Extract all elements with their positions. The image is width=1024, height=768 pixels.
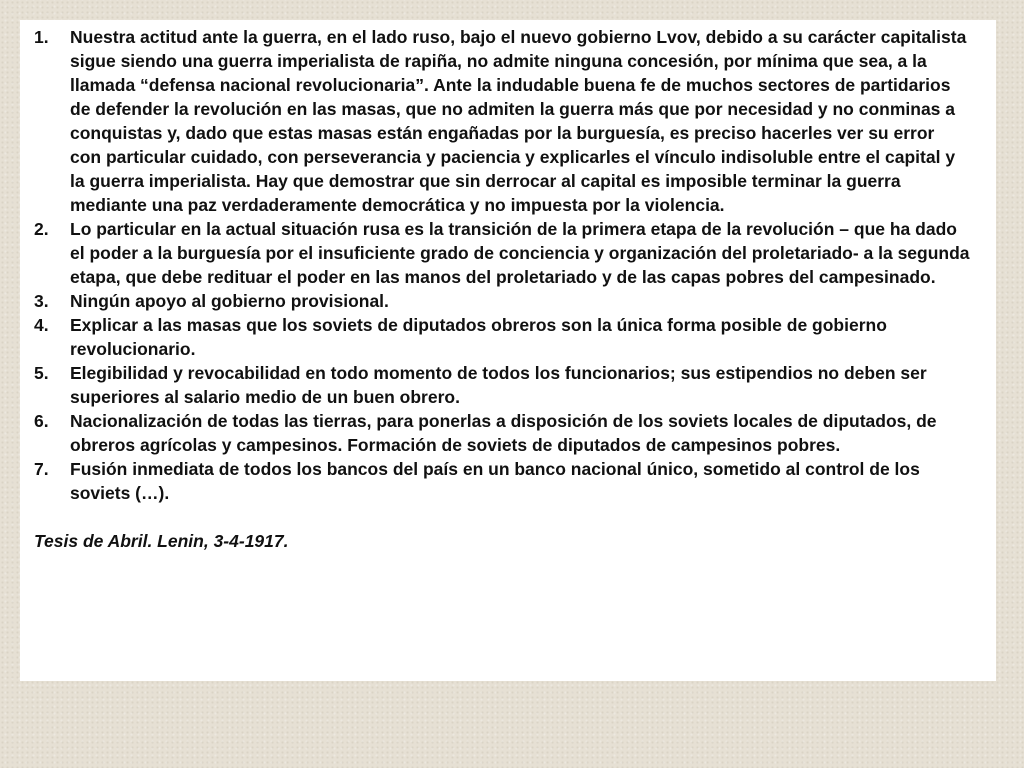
thesis-item-6: [34, 409, 970, 457]
thesis-number: 6.: [34, 411, 49, 431]
thesis-item-2: [34, 217, 970, 289]
thesis-number: 3.: [34, 291, 49, 311]
thesis-number: 7.: [34, 459, 49, 479]
thesis-number: 1.: [34, 27, 49, 47]
thesis-text: Fusión inmediata de todos los bancos del país en un banco nacional único, sometido al control de los soviets (…).: [70, 459, 920, 503]
citation: Tesis de Abril. Lenin, 3-4-1917.: [34, 531, 289, 551]
thesis-item-4: [34, 313, 970, 361]
thesis-list: [34, 25, 970, 505]
thesis-item-1: [34, 25, 970, 217]
thesis-text: Nuestra actitud ante la guerra, en el lado ruso, bajo el nuevo gobierno Lvov, debido a su carácter capitalista sigue siendo una guerra imperialista de rapiña, no admite ninguna concesión, por mínima que sea, a la llamada “defensa nacional revolucionaria”. Ante la indudable buena fe de muchos sectores de partidarios de defender la revolución en las masas, que no admiten la guerra más que por necesidad y no conminas a conquistas y, dado que estas masas están engañadas por la burguesía, es preciso hacerles ver su error con particular cuidado, con perseverancia y paciencia y explicarles el vínculo indisoluble entre el capital y la guerra imperialista. Hay que demostrar que sin derrocar al capital es imposible terminar la guerra mediante una paz verdaderamente democrática y no impuesta por la violencia.: [70, 27, 967, 215]
document-panel: [20, 20, 996, 681]
thesis-text: Ningún apoyo al gobierno provisional.: [70, 291, 389, 311]
thesis-number: 2.: [34, 219, 49, 239]
thesis-text: Lo particular en la actual situación rusa es la transición de la primera etapa de la revolución – que ha dado el poder a la burguesía por el insuficiente grado de conciencia y organización del proletariado- a la segunda etapa, que debe redituar el poder en las manos del proletariado y de las capas pobres del campesinado.: [70, 219, 970, 287]
thesis-number: 4.: [34, 315, 49, 335]
thesis-text: Elegibilidad y revocabilidad en todo momento de todos los funcionarios; sus estipendios no deben ser superiores al salario medio de un buen obrero.: [70, 363, 927, 407]
thesis-item-5: [34, 361, 970, 409]
thesis-item-3: [34, 289, 970, 313]
thesis-text: Explicar a las masas que los soviets de diputados obreros son la única forma posible de gobierno revolucionario.: [70, 315, 887, 359]
thesis-text: Nacionalización de todas las tierras, para ponerlas a disposición de los soviets locales de diputados, de obreros agrícolas y campesinos. Formación de soviets de diputados de campesinos pobres.: [70, 411, 937, 455]
thesis-number: 5.: [34, 363, 49, 383]
thesis-item-7: [34, 457, 970, 505]
